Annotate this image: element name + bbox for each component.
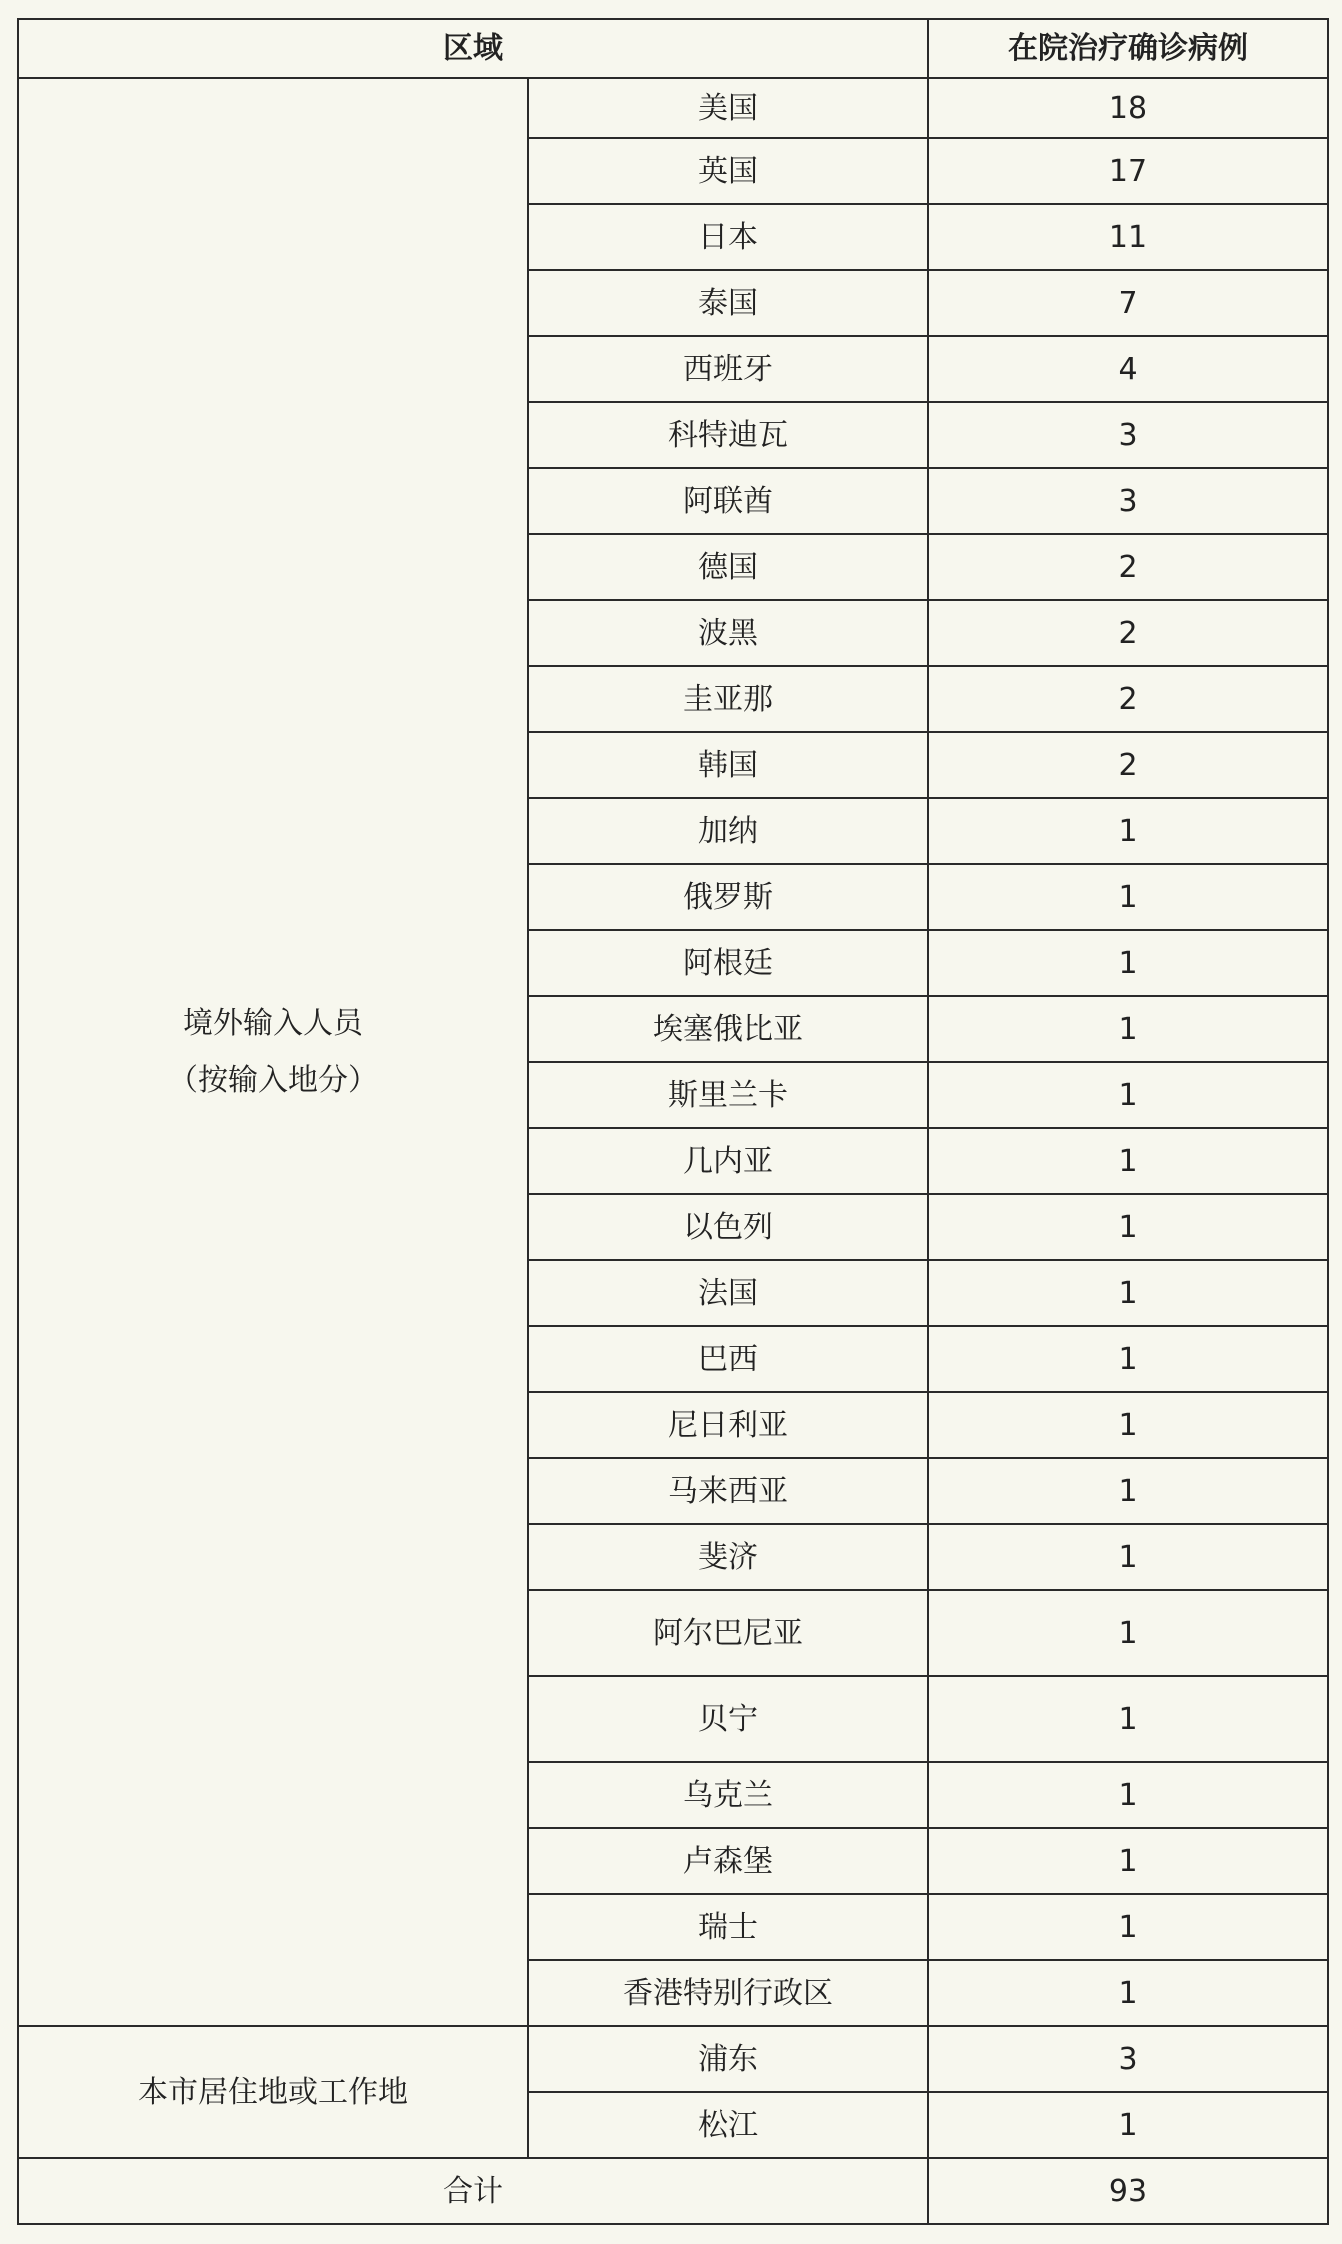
case-count: 11 [928, 204, 1328, 270]
area-name: 乌克兰 [528, 1762, 928, 1828]
area-name: 巴西 [528, 1326, 928, 1392]
case-count: 4 [928, 336, 1328, 402]
area-name: 阿根廷 [528, 930, 928, 996]
case-count: 1 [928, 1590, 1328, 1676]
area-name: 美国 [528, 78, 928, 138]
case-count: 1 [928, 1128, 1328, 1194]
case-count: 1 [928, 1762, 1328, 1828]
case-count: 1 [928, 1392, 1328, 1458]
area-name: 斯里兰卡 [528, 1062, 928, 1128]
area-name: 浦东 [528, 2026, 928, 2092]
total-count: 93 [928, 2158, 1328, 2224]
case-count: 1 [928, 996, 1328, 1062]
case-count: 17 [928, 138, 1328, 204]
case-count: 1 [928, 1960, 1328, 2026]
case-count: 1 [928, 1676, 1328, 1762]
header-row [18, 19, 1328, 78]
group-label-line: （按输入地分） [168, 1063, 378, 1098]
case-count: 1 [928, 1194, 1328, 1260]
group-label [18, 2026, 528, 2158]
area-name: 法国 [528, 1260, 928, 1326]
case-count: 1 [928, 1260, 1328, 1326]
header-region: 区域 [18, 19, 928, 78]
area-name: 斐济 [528, 1524, 928, 1590]
case-count: 1 [928, 1828, 1328, 1894]
area-name: 俄罗斯 [528, 864, 928, 930]
area-name: 西班牙 [528, 336, 928, 402]
area-name: 瑞士 [528, 1894, 928, 1960]
area-name: 德国 [528, 534, 928, 600]
area-name: 几内亚 [528, 1128, 928, 1194]
area-name: 尼日利亚 [528, 1392, 928, 1458]
case-count: 1 [928, 1894, 1328, 1960]
table-row [18, 2026, 1328, 2092]
group-label [18, 78, 528, 2026]
area-name: 松江 [528, 2092, 928, 2158]
case-count: 3 [928, 402, 1328, 468]
case-count: 1 [928, 1458, 1328, 1524]
area-name: 马来西亚 [528, 1458, 928, 1524]
case-count: 1 [928, 1326, 1328, 1392]
area-name: 科特迪瓦 [528, 402, 928, 468]
table-body [18, 78, 1328, 2158]
area-name: 埃塞俄比亚 [528, 996, 928, 1062]
total-label: 合计 [18, 2158, 928, 2224]
header-hospitalized: 在院治疗确诊病例 [928, 19, 1328, 78]
case-count: 1 [928, 798, 1328, 864]
area-name: 阿联酋 [528, 468, 928, 534]
case-count: 1 [928, 864, 1328, 930]
area-name: 波黑 [528, 600, 928, 666]
case-count: 1 [928, 930, 1328, 996]
table-row [18, 78, 1328, 138]
case-count: 7 [928, 270, 1328, 336]
case-count: 3 [928, 2026, 1328, 2092]
case-count: 2 [928, 666, 1328, 732]
case-count: 18 [928, 78, 1328, 138]
area-name: 韩国 [528, 732, 928, 798]
area-name: 英国 [528, 138, 928, 204]
area-name: 卢森堡 [528, 1828, 928, 1894]
area-name: 阿尔巴尼亚 [528, 1590, 928, 1676]
cases-table [17, 18, 1329, 2225]
group-label-line: 本市居住地或工作地 [138, 2074, 408, 2110]
area-name: 以色列 [528, 1194, 928, 1260]
area-name: 贝宁 [528, 1676, 928, 1762]
group-label-line: 境外输入人员 [183, 1006, 363, 1041]
case-count: 1 [928, 1524, 1328, 1590]
case-count: 1 [928, 1062, 1328, 1128]
area-name: 日本 [528, 204, 928, 270]
area-name: 泰国 [528, 270, 928, 336]
case-count: 2 [928, 732, 1328, 798]
case-count: 1 [928, 2092, 1328, 2158]
area-name: 圭亚那 [528, 666, 928, 732]
area-name: 香港特别行政区 [528, 1960, 928, 2026]
case-count: 2 [928, 534, 1328, 600]
total-row [18, 2158, 1328, 2224]
case-count: 2 [928, 600, 1328, 666]
case-count: 3 [928, 468, 1328, 534]
area-name: 加纳 [528, 798, 928, 864]
